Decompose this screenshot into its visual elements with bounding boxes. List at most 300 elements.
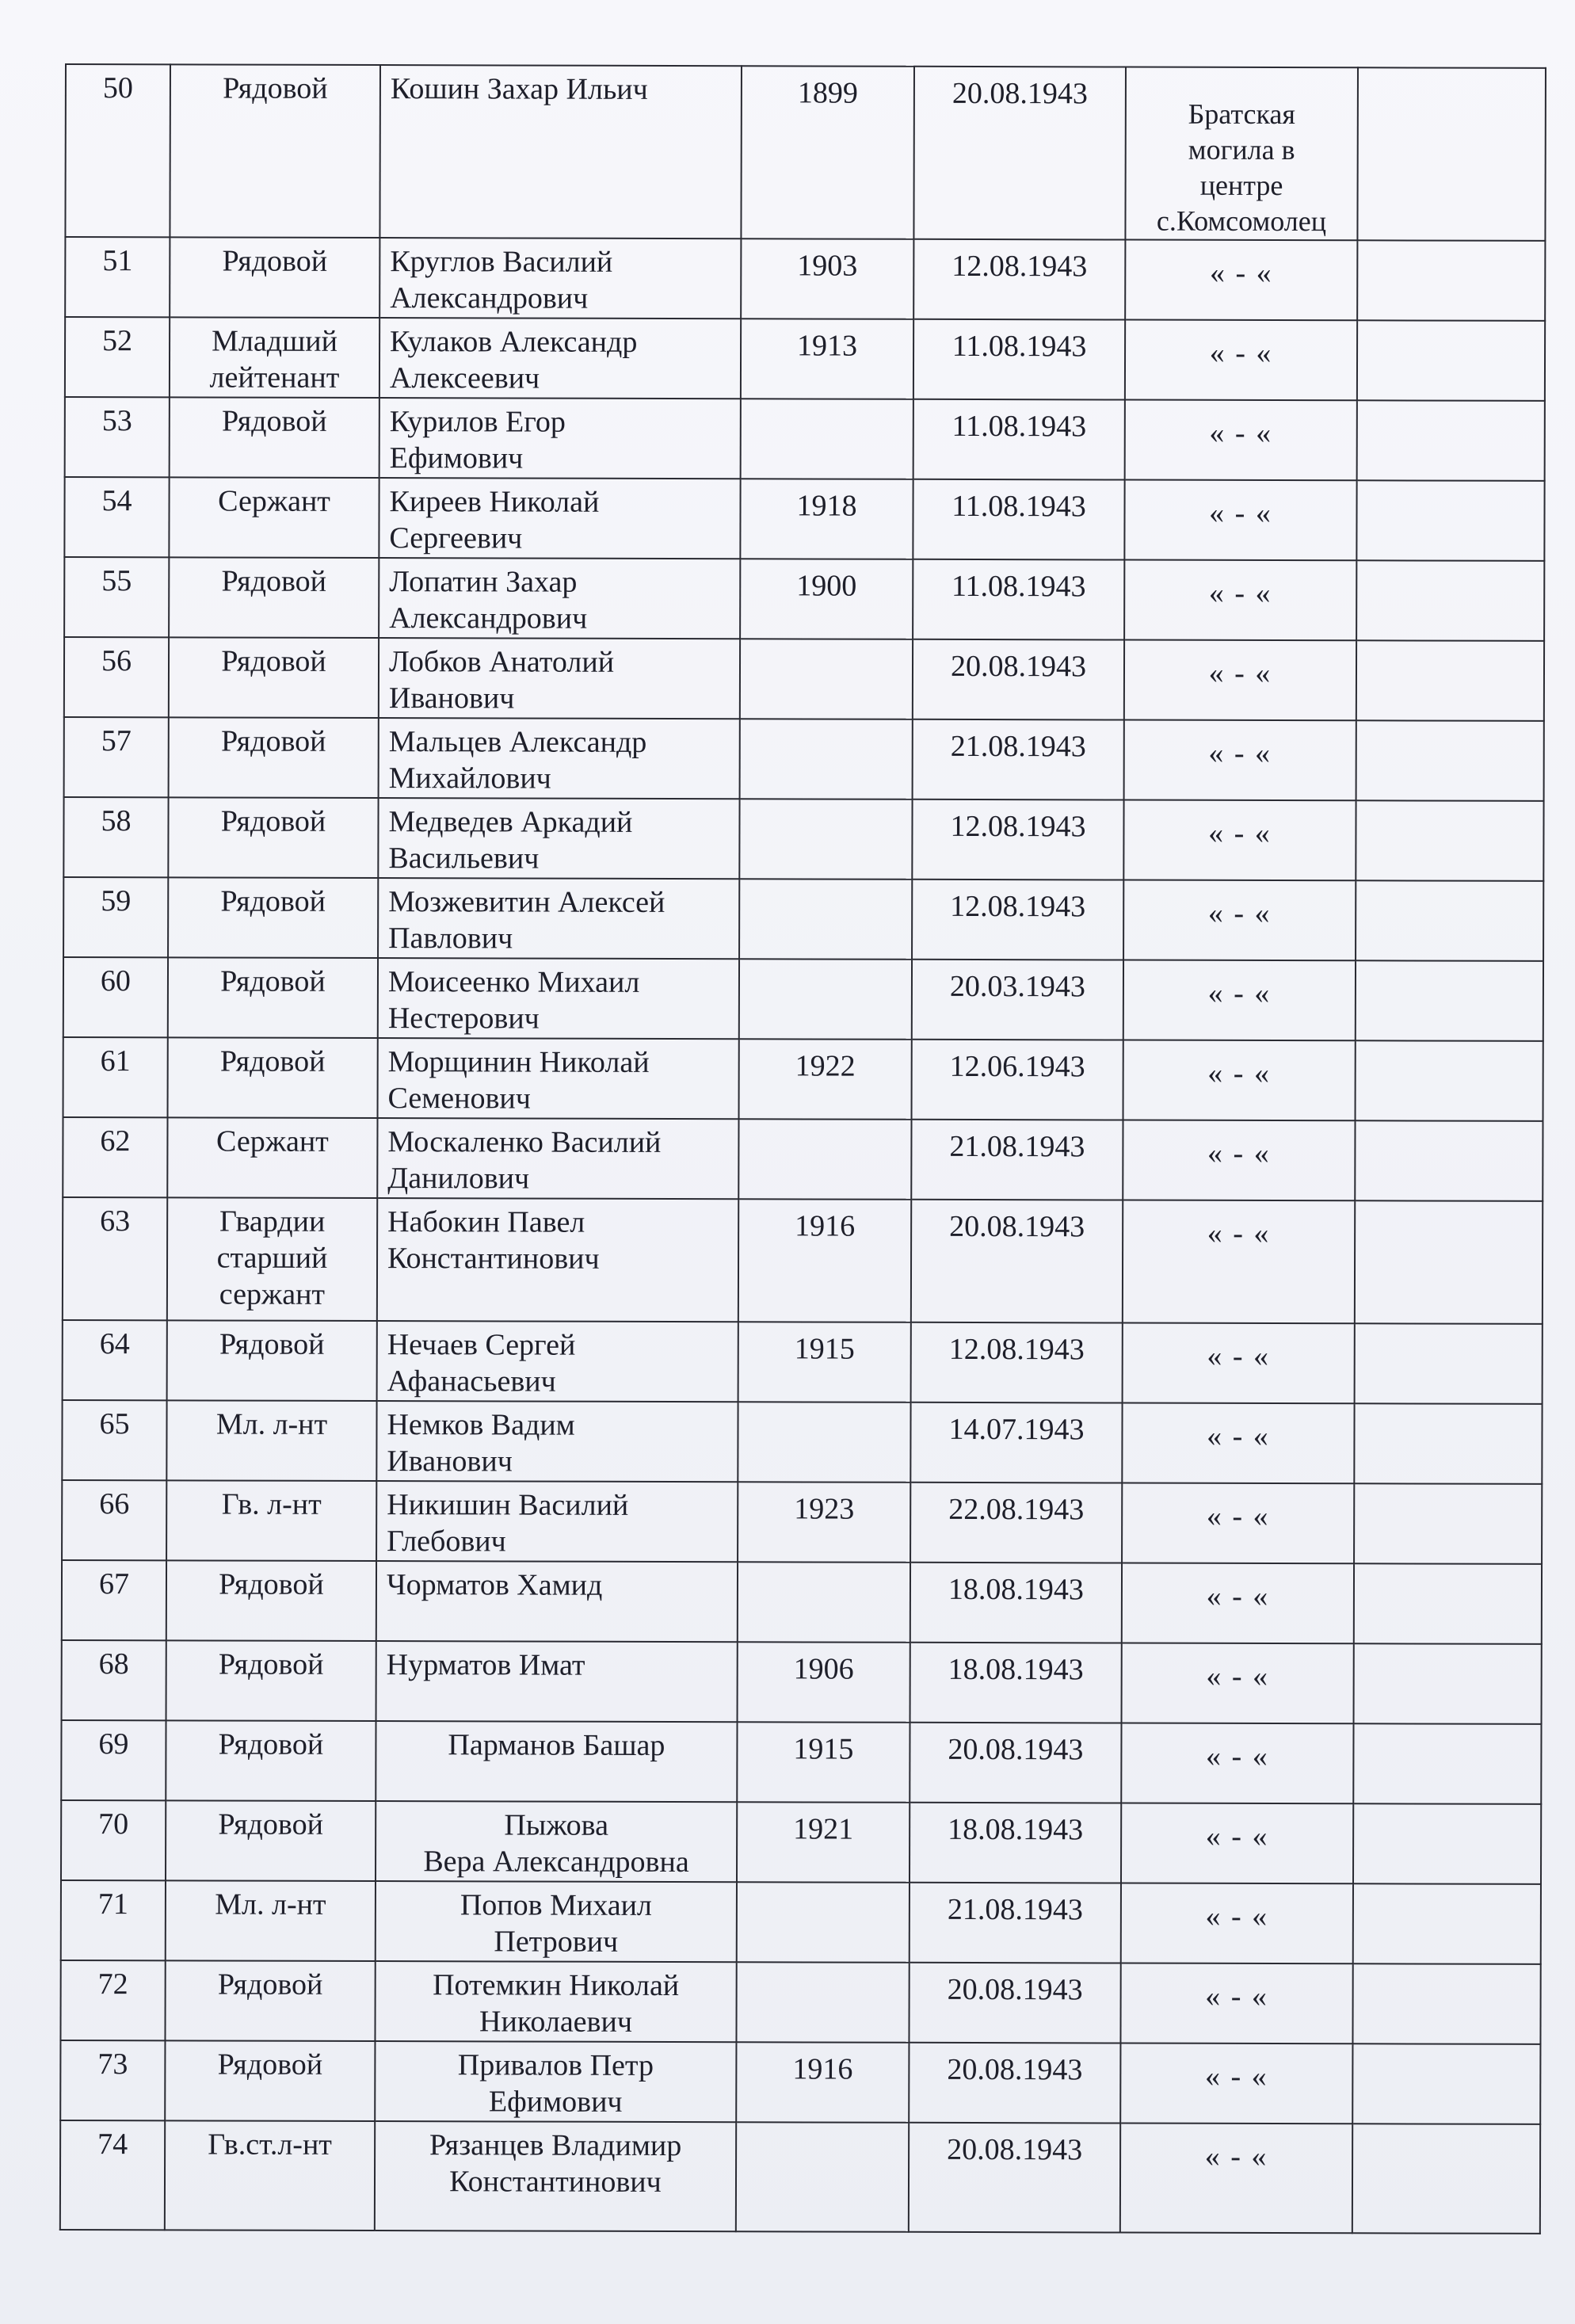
birth-year — [738, 1482, 910, 1563]
military-rank: Рядовой — [166, 1800, 376, 1881]
birth-year — [737, 1882, 910, 1963]
birth-year — [738, 1642, 910, 1723]
name-line: Никишин Василий — [387, 1488, 629, 1522]
burial-place — [1123, 1200, 1355, 1324]
military-rank: Рядовой — [168, 957, 378, 1038]
name-line: Алексеевич — [389, 361, 540, 395]
ditto-mark: « - « — [1204, 2059, 1268, 2093]
military-rank: Рядовой — [166, 1720, 376, 1801]
birth-year — [737, 1802, 910, 1883]
death-date — [913, 719, 1124, 800]
name-line: Парманов Башар — [448, 1728, 665, 1762]
full-name — [376, 1481, 738, 1562]
name-line: Глебович — [387, 1525, 506, 1559]
burial-place — [1125, 240, 1357, 321]
death-date-value: 22.08.1943 — [948, 1492, 1085, 1527]
ditto-mark: « - « — [1209, 256, 1273, 290]
death-date — [913, 559, 1124, 640]
death-date-value: 20.08.1943 — [947, 2052, 1083, 2087]
birth-year — [738, 1199, 911, 1322]
burial-place — [1123, 1120, 1355, 1201]
burial-place — [1123, 1040, 1356, 1121]
death-date-value: 20.08.1943 — [950, 649, 1087, 684]
ditto-mark: « - « — [1207, 1339, 1271, 1373]
birth-year-value: 1915 — [794, 1332, 855, 1366]
burial-place — [1121, 1803, 1353, 1883]
birth-year-value: 1899 — [797, 76, 858, 110]
military-rank: Мл. л-нт — [166, 1880, 376, 1961]
notes-cell — [1352, 2044, 1540, 2124]
row-number: 51 — [65, 237, 170, 317]
death-date — [913, 319, 1125, 400]
death-date-value: 20.03.1943 — [949, 969, 1086, 1004]
burial-place — [1123, 1323, 1355, 1404]
notes-cell — [1352, 1963, 1540, 2044]
name-line: Кулаков Александр — [390, 325, 638, 359]
name-line: Лопатин Захар — [389, 565, 578, 599]
row-number: 67 — [62, 1560, 166, 1640]
name-line: Константинович — [387, 1242, 600, 1276]
military-rank: Младший лейтенант — [170, 317, 379, 398]
table-body — [60, 64, 1546, 2234]
full-name — [379, 638, 740, 719]
burial-place — [1123, 880, 1356, 961]
death-date — [909, 1963, 1120, 2044]
death-date — [912, 880, 1123, 960]
birth-year — [739, 959, 912, 1040]
name-line: Вера Александровна — [423, 1845, 689, 1879]
notes-cell — [1353, 1883, 1541, 1964]
death-date — [912, 799, 1123, 880]
name-line: Михайлович — [388, 761, 551, 796]
burial-line: с.Комсомолец — [1156, 204, 1327, 238]
ditto-mark: « - « — [1207, 896, 1272, 930]
burial-place — [1124, 480, 1356, 561]
notes-cell — [1352, 2124, 1540, 2234]
ditto-mark: « - « — [1206, 1579, 1270, 1613]
row-number: 54 — [64, 477, 169, 557]
death-date-value: 11.08.1943 — [951, 569, 1086, 604]
birth-year — [740, 559, 913, 639]
birth-year — [737, 1722, 910, 1803]
notes-cell — [1355, 1120, 1543, 1201]
full-name — [377, 1321, 738, 1402]
death-date — [913, 479, 1124, 560]
table-row — [63, 957, 1543, 1041]
name-line: Круглов Василий — [390, 245, 613, 279]
birth-year-value: 1916 — [795, 1209, 856, 1243]
notes-cell — [1356, 640, 1544, 721]
burial-place — [1125, 400, 1357, 481]
burial-place — [1124, 640, 1356, 721]
name-line: Немков Вадим — [387, 1408, 575, 1442]
burial-place — [1123, 800, 1356, 881]
row-number: 53 — [65, 397, 170, 477]
burial-place — [1124, 560, 1356, 641]
ditto-mark: « - « — [1206, 1739, 1269, 1773]
row-number: 50 — [65, 64, 170, 237]
full-name — [376, 1881, 737, 1962]
death-date — [912, 960, 1123, 1040]
full-name — [376, 1401, 738, 1482]
table-row — [65, 237, 1545, 321]
name-line: Александрович — [390, 281, 589, 315]
birth-year — [736, 2042, 909, 2123]
death-date — [913, 67, 1126, 240]
death-date-value: 21.08.1943 — [947, 1892, 1083, 1927]
death-date — [909, 2123, 1120, 2233]
name-line: Потемкин Николай — [433, 1968, 680, 2003]
military-rank: Рядовой — [170, 64, 380, 238]
full-name — [376, 1801, 737, 1882]
notes-cell — [1357, 320, 1545, 401]
row-number: 56 — [64, 637, 169, 717]
table-row — [61, 1880, 1541, 1964]
notes-cell — [1356, 800, 1543, 881]
name-line: Николаевич — [479, 2005, 633, 2039]
ditto-mark: « - « — [1207, 1136, 1271, 1170]
birth-year-value: 1922 — [795, 1049, 856, 1083]
birth-year-value: 1921 — [793, 1812, 854, 1846]
name-line: Пыжова — [504, 1808, 609, 1842]
notes-cell — [1357, 67, 1546, 241]
row-number: 64 — [63, 1320, 167, 1400]
table-row — [65, 317, 1545, 401]
name-line: Мальцев Александр — [388, 725, 647, 759]
military-rank: Сержант — [167, 1117, 377, 1198]
military-rank: Рядовой — [168, 1037, 378, 1118]
row-number: 74 — [60, 2120, 165, 2230]
row-number: 69 — [61, 1720, 166, 1800]
death-date — [910, 1483, 1122, 1563]
birth-year — [740, 479, 913, 559]
death-date-value: 12.06.1943 — [949, 1049, 1085, 1084]
full-name — [376, 1641, 738, 1722]
name-line: Иванович — [388, 681, 515, 716]
row-number: 65 — [62, 1400, 166, 1480]
table-row — [61, 1800, 1541, 1884]
full-name — [379, 318, 741, 399]
birth-year — [741, 66, 914, 239]
birth-year — [738, 1562, 910, 1643]
birth-year-value: 1916 — [792, 2052, 853, 2086]
full-name — [378, 878, 739, 959]
name-line: Нурматов Имат — [386, 1648, 585, 1682]
row-number: 57 — [64, 717, 169, 797]
name-line: Павлович — [388, 922, 513, 956]
burial-place — [1125, 320, 1357, 401]
death-date-value: 11.08.1943 — [951, 409, 1087, 444]
table-row — [60, 2120, 1540, 2234]
notes-cell — [1356, 880, 1543, 961]
ditto-mark: « - « — [1205, 1979, 1269, 2013]
name-line: Ефимович — [389, 441, 524, 475]
row-number: 61 — [63, 1037, 168, 1117]
table-row — [62, 1400, 1542, 1484]
burial-place — [1122, 1563, 1354, 1643]
burial-place — [1121, 1883, 1353, 1963]
burial-place — [1122, 1402, 1354, 1483]
ditto-mark: « - « — [1208, 736, 1272, 770]
birth-year — [741, 239, 913, 319]
name-line: Чорматов Хамид — [386, 1568, 603, 1602]
military-rank: Рядовой — [169, 717, 379, 798]
notes-cell — [1356, 1040, 1543, 1121]
death-date — [911, 1322, 1123, 1403]
table-row — [62, 1640, 1542, 1724]
notes-cell — [1357, 240, 1545, 321]
birth-year-value: 1913 — [797, 329, 858, 363]
death-date-value: 12.08.1943 — [950, 889, 1086, 924]
death-date-value: 20.08.1943 — [951, 76, 1088, 111]
notes-cell — [1356, 960, 1543, 1041]
table-row — [64, 477, 1544, 561]
ditto-mark: « - « — [1207, 1056, 1272, 1090]
military-rank: Мл. л-нт — [166, 1400, 376, 1481]
death-date-value: 18.08.1943 — [948, 1812, 1084, 1847]
ditto-mark: « - « — [1208, 816, 1272, 850]
notes-cell — [1353, 1803, 1541, 1884]
name-line: Моисеенко Михаил — [387, 965, 640, 999]
military-rank: Гвардии старший сержант — [167, 1197, 377, 1321]
full-name — [377, 1118, 738, 1199]
full-name — [378, 958, 739, 1039]
row-number: 71 — [61, 1880, 166, 1960]
row-number: 73 — [60, 2040, 165, 2120]
birth-year-value: 1903 — [797, 249, 858, 283]
full-name — [376, 1721, 737, 1802]
name-line: Привалов Петр — [457, 2048, 654, 2082]
row-number: 70 — [61, 1800, 166, 1880]
burial-place — [1120, 2043, 1352, 2124]
full-name — [378, 1038, 739, 1119]
birth-year — [741, 319, 913, 399]
burial-place — [1122, 1643, 1354, 1723]
row-number: 72 — [60, 1960, 165, 2040]
burial-line: могила в — [1188, 133, 1295, 166]
full-name — [375, 1961, 736, 2042]
birth-year-value: 1923 — [794, 1492, 855, 1526]
military-rank: Гв. л-нт — [166, 1480, 376, 1561]
death-date-value: 20.08.1943 — [947, 2132, 1083, 2167]
full-name — [379, 238, 741, 319]
birth-year — [738, 1322, 911, 1402]
death-date-value: 20.08.1943 — [949, 1209, 1085, 1244]
military-rank: Рядовой — [165, 2040, 375, 2121]
birth-year — [738, 1402, 910, 1483]
table-row — [65, 64, 1546, 241]
burial-place — [1121, 1723, 1353, 1803]
table-row — [63, 877, 1543, 961]
death-date — [912, 1040, 1123, 1120]
full-name — [376, 1561, 738, 1642]
full-name — [375, 2041, 736, 2122]
burial-place — [1120, 1963, 1352, 2044]
death-date-value: 18.08.1943 — [948, 1572, 1085, 1607]
death-date-value: 12.08.1943 — [951, 249, 1088, 284]
full-name — [379, 558, 740, 639]
notes-cell — [1354, 1403, 1542, 1484]
name-line: Медведев Аркадий — [388, 805, 633, 839]
notes-cell — [1356, 560, 1544, 641]
military-rank: Гв.ст.л-нт — [165, 2120, 375, 2231]
burial-place-text — [1135, 73, 1348, 240]
table-row — [63, 1117, 1543, 1201]
row-number: 62 — [63, 1117, 167, 1197]
birth-year — [739, 1039, 912, 1120]
table-row — [61, 1720, 1541, 1804]
birth-year — [740, 719, 913, 799]
military-rank: Рядовой — [166, 1640, 376, 1721]
name-line: Данилович — [387, 1162, 530, 1196]
death-date-value: 14.07.1943 — [948, 1412, 1085, 1447]
notes-cell — [1353, 1723, 1541, 1804]
birth-year-value: 1915 — [793, 1732, 854, 1766]
full-name — [377, 1198, 738, 1322]
notes-cell — [1354, 1643, 1542, 1724]
military-rank: Рядовой — [165, 1960, 375, 2041]
burial-place — [1125, 67, 1358, 241]
name-line: Александрович — [389, 601, 588, 635]
name-line: Афанасьевич — [387, 1364, 556, 1399]
row-number: 60 — [63, 957, 168, 1037]
notes-cell — [1355, 1200, 1543, 1324]
death-date — [911, 1200, 1123, 1323]
table-row — [60, 1960, 1540, 2044]
row-number: 63 — [63, 1197, 167, 1320]
table-row — [64, 717, 1544, 801]
birth-year — [738, 1119, 911, 1200]
row-number: 58 — [63, 797, 168, 877]
death-date — [913, 239, 1125, 320]
row-number: 52 — [65, 317, 170, 397]
death-date-value: 11.08.1943 — [951, 489, 1086, 524]
full-name — [379, 65, 742, 239]
ditto-mark: « - « — [1209, 496, 1272, 530]
birth-year-value: 1918 — [796, 489, 857, 523]
name-line: Нечаев Сергей — [387, 1328, 576, 1362]
full-name — [379, 478, 740, 559]
table-row — [65, 397, 1545, 481]
death-date — [910, 1803, 1121, 1883]
birth-year — [739, 799, 912, 880]
notes-cell — [1355, 1323, 1543, 1404]
notes-cell — [1357, 400, 1545, 481]
ditto-mark: « - « — [1207, 1216, 1271, 1250]
full-name — [378, 798, 739, 879]
birth-year — [740, 639, 913, 719]
ditto-mark: « - « — [1208, 656, 1272, 690]
row-number: 66 — [62, 1480, 166, 1560]
notes-cell — [1354, 1483, 1542, 1564]
birth-year — [741, 399, 913, 479]
burial-line: центре — [1199, 169, 1283, 202]
name-line: Петрович — [494, 1925, 619, 1959]
death-date-value: 12.08.1943 — [948, 1332, 1085, 1367]
row-number: 59 — [63, 877, 168, 957]
table-row — [62, 1560, 1542, 1644]
birth-year — [739, 879, 912, 960]
ditto-mark: « - « — [1209, 416, 1273, 450]
name-line: Москаленко Василий — [387, 1125, 662, 1159]
ditto-mark: « - « — [1204, 2139, 1268, 2173]
burial-place — [1123, 960, 1356, 1041]
military-rank: Рядовой — [168, 877, 378, 958]
table-row — [63, 1320, 1543, 1404]
death-date-value: 21.08.1943 — [950, 729, 1086, 764]
name-line: Курилов Егор — [389, 405, 566, 439]
death-date — [910, 1563, 1122, 1643]
military-rank: Рядовой — [169, 637, 379, 718]
name-line: Константинович — [449, 2165, 662, 2199]
full-name — [379, 398, 741, 479]
name-line: Попов Михаил — [460, 1888, 652, 1922]
name-line: Иванович — [387, 1444, 513, 1479]
military-rank: Рядовой — [170, 397, 379, 478]
burial-line: Братская — [1188, 97, 1296, 131]
notes-cell — [1356, 480, 1544, 561]
death-date — [910, 1643, 1122, 1723]
notes-cell — [1354, 1563, 1542, 1644]
ditto-mark: « - « — [1206, 1659, 1270, 1693]
death-date — [910, 1402, 1122, 1483]
name-line: Ефимович — [488, 2085, 623, 2119]
military-rank: Рядовой — [167, 1320, 377, 1401]
full-name — [375, 2121, 736, 2231]
name-line: Морщинин Николай — [387, 1045, 650, 1079]
table-row — [63, 797, 1543, 881]
name-line: Мозжевитин Алексей — [388, 885, 665, 919]
name-line: Лобков Анатолий — [388, 645, 615, 679]
military-rank: Рядовой — [169, 557, 379, 638]
death-date-value: 18.08.1943 — [948, 1652, 1084, 1687]
burial-place — [1120, 2123, 1352, 2233]
table-row — [60, 2040, 1540, 2124]
name-line: Нестерович — [387, 1002, 540, 1036]
table-row — [62, 1480, 1542, 1564]
burial-place — [1124, 720, 1356, 801]
death-date — [909, 2043, 1120, 2124]
ditto-mark: « - « — [1208, 576, 1272, 610]
death-date-value: 12.08.1943 — [950, 809, 1086, 844]
name-line: Сергеевич — [389, 521, 523, 555]
ditto-mark: « - « — [1207, 1419, 1270, 1453]
military-rank: Рядовой — [168, 797, 378, 878]
table-row — [63, 1197, 1543, 1324]
notes-cell — [1356, 720, 1544, 801]
death-date-value: 20.08.1943 — [947, 1972, 1083, 2007]
table-row — [64, 557, 1544, 641]
name-line: Набокин Павел — [387, 1205, 585, 1239]
name-line: Кошин Захар Ильич — [390, 72, 648, 106]
military-rank: Рядовой — [166, 1560, 376, 1641]
birth-year — [736, 1962, 909, 2043]
table-row — [63, 1037, 1543, 1121]
ditto-mark: « - « — [1206, 1499, 1270, 1533]
full-name — [379, 718, 740, 799]
burial-list-table — [59, 63, 1546, 2234]
military-rank: Сержант — [169, 477, 379, 558]
ditto-mark: « - « — [1209, 336, 1273, 370]
death-date — [910, 1883, 1121, 1963]
table-row — [64, 637, 1544, 721]
death-date-value: 11.08.1943 — [951, 329, 1087, 364]
death-date — [913, 639, 1124, 720]
death-date-value: 21.08.1943 — [949, 1129, 1085, 1164]
ditto-mark: « - « — [1205, 1899, 1269, 1933]
name-line: Васильевич — [388, 841, 540, 876]
death-date-value: 20.08.1943 — [948, 1732, 1084, 1767]
